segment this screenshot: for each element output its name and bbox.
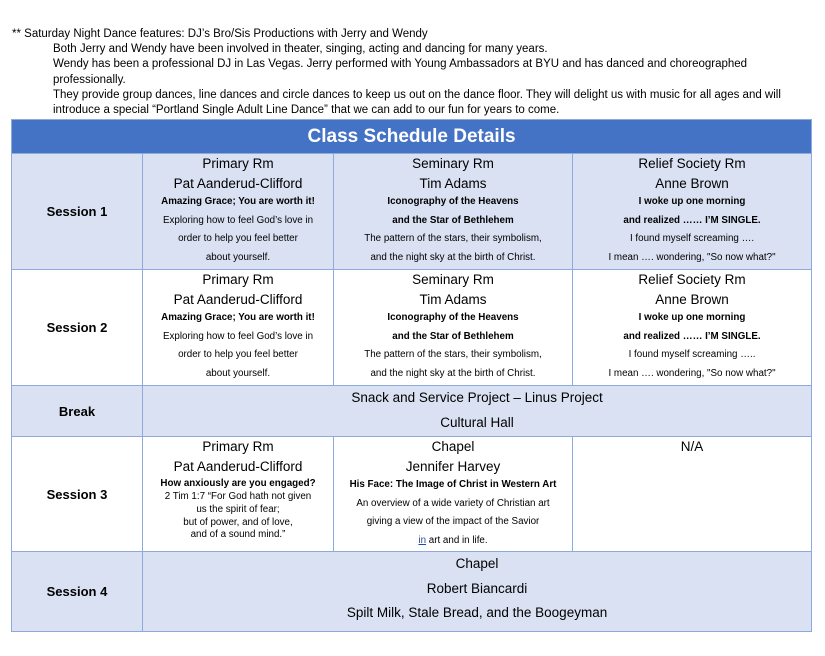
room-name: Seminary Rm xyxy=(412,156,494,171)
teacher-name: Tim Adams xyxy=(419,292,487,307)
session-label: Session 2 xyxy=(12,270,143,386)
class-description: order to help you feel better xyxy=(178,349,298,360)
break-activity: Snack and Service Project – Linus Project xyxy=(351,390,603,405)
class-title: Iconography of the Heavens xyxy=(387,312,519,323)
intro-line: Both Jerry and Wendy have been involved in theater, singing, acting and dancing for many years. xyxy=(53,43,548,56)
session-label: Session 3 xyxy=(12,437,143,552)
session-cell xyxy=(143,154,334,270)
room-name: Primary Rm xyxy=(202,156,274,171)
in-link[interactable]: in xyxy=(418,534,427,546)
break-row xyxy=(12,386,812,437)
session-label: Break xyxy=(12,386,143,437)
class-description: An overview of a wide variety of Christian art xyxy=(356,497,550,509)
class-title: I woke up one morning xyxy=(638,312,746,323)
room-name: N/A xyxy=(680,439,704,454)
room-name: Relief Society Rm xyxy=(638,156,746,171)
class-description: about yourself. xyxy=(205,367,271,379)
teacher-name: Pat Aanderud-Clifford xyxy=(173,459,303,474)
class-description: Exploring how to feel God’s love in xyxy=(162,214,314,226)
class-title: and the Star of Bethlehem xyxy=(392,214,514,226)
session-4-row xyxy=(12,552,812,632)
class-description: order to help you feel better xyxy=(178,233,298,244)
class-description: I found myself screaming ….. xyxy=(628,349,756,360)
description-tail: art and in life. xyxy=(426,534,488,546)
session-cell xyxy=(573,270,812,386)
table-title: Class Schedule Details xyxy=(12,120,812,154)
session-1-row xyxy=(12,154,812,270)
break-cell xyxy=(143,386,812,437)
class-description: about yourself. xyxy=(205,251,271,263)
intro-body xyxy=(12,42,817,118)
intro-line: introduce a special “Portland Single Adult Line Dance” that we can add to our fun for years to come. xyxy=(53,104,560,117)
class-description: giving a view of the impact of the Savior xyxy=(366,516,540,527)
room-name: Seminary Rm xyxy=(412,272,494,287)
session-2-row xyxy=(12,270,812,386)
class-description: The pattern of the stars, their symbolism, xyxy=(364,349,542,360)
intro-line: They provide group dances, line dances and circle dances to keep us out on the dance floor. They will delight us with music for all ages and will xyxy=(53,88,781,101)
room-name: Primary Rm xyxy=(202,439,274,454)
class-description: Exploring how to feel God’s love in xyxy=(162,330,314,342)
teacher-name: Tim Adams xyxy=(419,176,487,191)
table-title-row xyxy=(12,120,812,154)
session-cell xyxy=(573,154,812,270)
class-description xyxy=(334,532,572,551)
class-description: I mean …. wondering, "So now what?" xyxy=(608,251,776,263)
intro-text xyxy=(12,27,817,118)
room-name: Chapel xyxy=(455,556,499,571)
room-name: Chapel xyxy=(431,439,475,454)
class-description: and the night sky at the birth of Christ. xyxy=(370,251,536,263)
class-title: How anxiously are you engaged? xyxy=(160,478,316,489)
class-title: and realized …… I’M SINGLE. xyxy=(623,330,761,342)
class-description: The pattern of the stars, their symbolism, xyxy=(364,233,542,244)
session-cell xyxy=(143,437,334,552)
break-location: Cultural Hall xyxy=(440,414,514,430)
class-description: I found myself screaming …. xyxy=(629,233,755,244)
class-title: Amazing Grace; You are worth it! xyxy=(161,312,315,323)
class-title: Spilt Milk, Stale Bread, and the Boogeyman xyxy=(346,605,608,620)
session-cell xyxy=(143,552,812,632)
session-cell xyxy=(143,270,334,386)
session-cell xyxy=(334,154,573,270)
class-description: and the night sky at the birth of Christ. xyxy=(370,367,536,379)
class-title: and realized …… I’M SINGLE. xyxy=(623,214,761,226)
teacher-name: Pat Aanderud-Clifford xyxy=(173,292,303,307)
scripture-line: and of a sound mind.” xyxy=(190,529,286,541)
scripture-line: but of power, and of love, xyxy=(183,516,293,528)
scripture-line: 2 Tim 1:7 “For God hath not given xyxy=(164,491,312,502)
session-label: Session 4 xyxy=(12,552,143,632)
class-title: His Face: The Image of Christ in Western Art xyxy=(349,479,557,490)
teacher-name: Anne Brown xyxy=(655,176,729,191)
room-name: Relief Society Rm xyxy=(638,272,746,287)
session-cell xyxy=(573,437,812,552)
scripture-line: us the spirit of fear; xyxy=(196,503,280,515)
session-cell xyxy=(334,270,573,386)
intro-lead: ** Saturday Night Dance features: DJ’s Bro/Sis Productions with Jerry and Wendy xyxy=(12,28,428,40)
room-name: Primary Rm xyxy=(202,272,274,287)
session-label: Session 1 xyxy=(12,154,143,270)
session-3-row xyxy=(12,437,812,552)
class-title: and the Star of Bethlehem xyxy=(392,330,514,342)
teacher-name: Jennifer Harvey xyxy=(405,459,501,474)
teacher-name: Robert Biancardi xyxy=(426,580,528,596)
class-title: Iconography of the Heavens xyxy=(387,196,519,207)
class-title: I woke up one morning xyxy=(638,196,746,207)
intro-line: Wendy has been a professional DJ in Las Vegas. Jerry performed with Young Ambassadors at BYU and has danced and choreographed professionally. xyxy=(53,58,748,86)
session-cell xyxy=(334,437,573,552)
teacher-name: Anne Brown xyxy=(655,292,729,307)
class-schedule-table xyxy=(11,119,812,632)
teacher-name: Pat Aanderud-Clifford xyxy=(173,176,303,191)
class-title: Amazing Grace; You are worth it! xyxy=(161,196,315,207)
class-description: I mean …. wondering, "So now what?" xyxy=(608,367,776,379)
